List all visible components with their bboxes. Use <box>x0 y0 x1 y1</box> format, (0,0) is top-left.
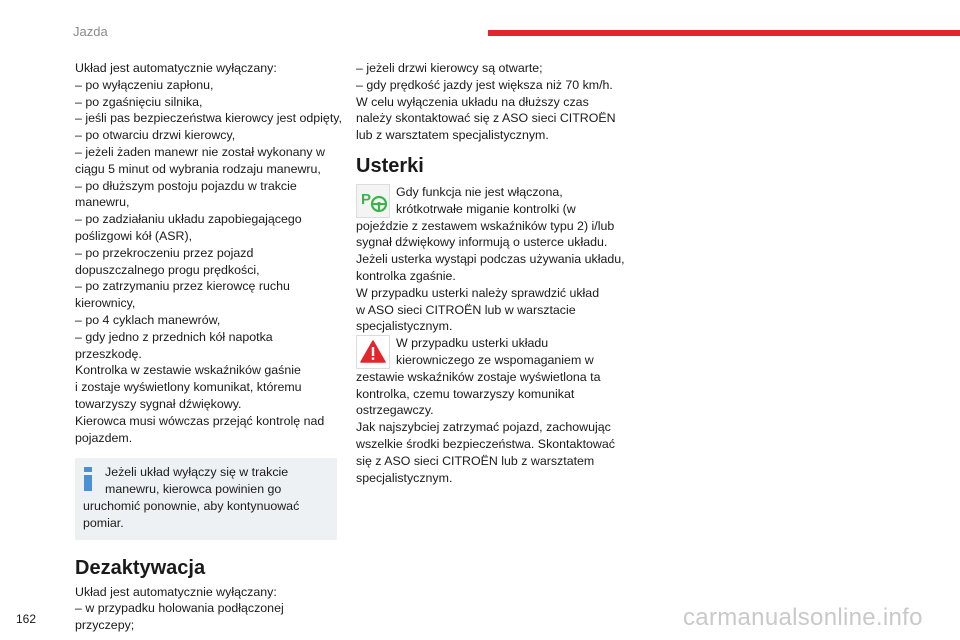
text-line: W przypadku usterki układu <box>396 336 549 351</box>
text-line: Jak najszybciej zatrzymać pojazd, zachowując <box>356 420 611 435</box>
left-column <box>75 60 340 634</box>
text-line: – po otwarciu drzwi kierowcy, <box>75 128 236 143</box>
info-line: pomiar. <box>83 515 124 530</box>
text-line: kontrolka zgaśnie. <box>356 268 456 283</box>
text-line: zestawie wskaźników zostaje wyświetlona ta <box>356 369 601 384</box>
text-line: w ASO sieci CITROËN lub w warsztacie <box>356 302 576 317</box>
text-line: Kontrolka w zestawie wskaźników gaśnie <box>75 363 301 378</box>
text-line: Jeżeli usterka wystąpi podczas używania układu, <box>356 252 625 267</box>
text-line: wszelkie środki bezpieczeństwa. Skontaktować <box>356 436 615 451</box>
text-line: – po zatrzymaniu przez kierowcę ruchu <box>75 279 290 294</box>
text-line: przeszkodę. <box>75 346 142 361</box>
info-box <box>75 458 337 539</box>
text-line: pojeździe z zestawem wskaźników typu 2) i/lub <box>356 218 615 233</box>
warning-block-steering <box>356 335 631 486</box>
text-line: towarzyszy sygnał dźwiękowy. <box>75 396 242 411</box>
text-line: – po przekroczeniu przez pojazd <box>75 245 254 260</box>
text-line: manewru, <box>75 195 130 210</box>
text-line: – po dłuższym postoju pojazdu w trakcie <box>75 178 297 193</box>
text-line: – w przypadku holowania podłączonej <box>75 601 284 616</box>
text-line: należy skontaktować się z ASO sieci CITROËN <box>356 111 616 126</box>
text-line: i zostaje wyświetlony komunikat, któremu <box>75 380 302 395</box>
text-line: Układ jest automatycznie wyłączany: <box>75 61 277 75</box>
text-line: przyczepy; <box>75 618 135 633</box>
info-line: Jeżeli układ wyłączy się w trakcie <box>105 465 289 480</box>
text-line: poślizgowi kół (ASR), <box>75 228 193 243</box>
text-line: – gdy prędkość jazdy jest większa niż 70 km/h. <box>356 77 613 92</box>
text-line: W przypadku usterki należy sprawdzić układ <box>356 285 600 300</box>
text-line: Układ jest automatycznie wyłączany: <box>75 584 277 599</box>
park-steering-icon <box>356 184 390 218</box>
svg-text:P: P <box>361 190 372 208</box>
text-line: kontrolka, czemu towarzyszy komunikat <box>356 386 575 401</box>
text-line: – po wyłączeniu zapłonu, <box>75 77 214 92</box>
text-line: ostrzegawczy. <box>356 403 434 418</box>
warning-block-park-assist <box>356 184 631 335</box>
text-line: Kierowca musi wówczas przejąć kontrolę nad <box>75 413 325 428</box>
text-line: – jeśli pas bezpieczeństwa kierowcy jest odpięty, <box>75 111 342 126</box>
info-icon <box>84 467 92 491</box>
text-line: pojazdem. <box>75 430 133 445</box>
header-accent-bar <box>488 30 960 36</box>
info-line: manewru, kierowca powinien go <box>105 482 282 497</box>
text-line: kierowniczego ze wspomaganiem w <box>396 352 594 367</box>
header-title: Jazda <box>73 24 108 39</box>
watermark: carmanualsonline.info <box>683 604 923 631</box>
text-line: – jeżeli drzwi kierowcy są otwarte; <box>356 61 543 75</box>
section-heading-dezaktywacja: Dezaktywacja <box>75 556 206 579</box>
section-heading-usterki: Usterki <box>356 154 424 177</box>
text-line: kierownicy, <box>75 296 136 311</box>
text-line: – po zadziałaniu układu zapobiegającego <box>75 212 302 227</box>
page-number: 162 <box>16 612 37 626</box>
text-line: W celu wyłączenia układu na dłuższy czas <box>356 94 589 109</box>
text-line: – po 4 cyklach manewrów, <box>75 312 221 327</box>
text-line: sygnał dźwiękowy informują o usterce układu. <box>356 235 608 250</box>
text-line: – po zgaśnięciu silnika, <box>75 94 203 109</box>
text-line: ciągu 5 minut od wybrania rodzaju manewru, <box>75 161 321 176</box>
info-line: uruchomić ponownie, aby kontynuować <box>83 498 300 513</box>
text-line: specjalistycznym. <box>356 470 453 485</box>
text-line: – jeżeli żaden manewr nie został wykonany w <box>75 144 326 159</box>
text-line: – gdy jedno z przednich kół napotka <box>75 329 273 344</box>
text-line: lub z warsztatem specjalistycznym. <box>356 128 549 143</box>
text-line: specjalistycznym. <box>356 319 453 334</box>
text-line: dopuszczalnego progu prędkości, <box>75 262 260 277</box>
text-line: krótkotrwałe miganie kontrolki (w <box>396 201 576 216</box>
text-line: Gdy funkcja nie jest włączona, <box>396 184 563 199</box>
right-column <box>356 60 631 486</box>
warning-triangle-icon <box>356 335 390 369</box>
left-paragraph-lines <box>75 60 340 446</box>
text-line: się z ASO sieci CITROËN lub z warsztatem <box>356 453 595 468</box>
